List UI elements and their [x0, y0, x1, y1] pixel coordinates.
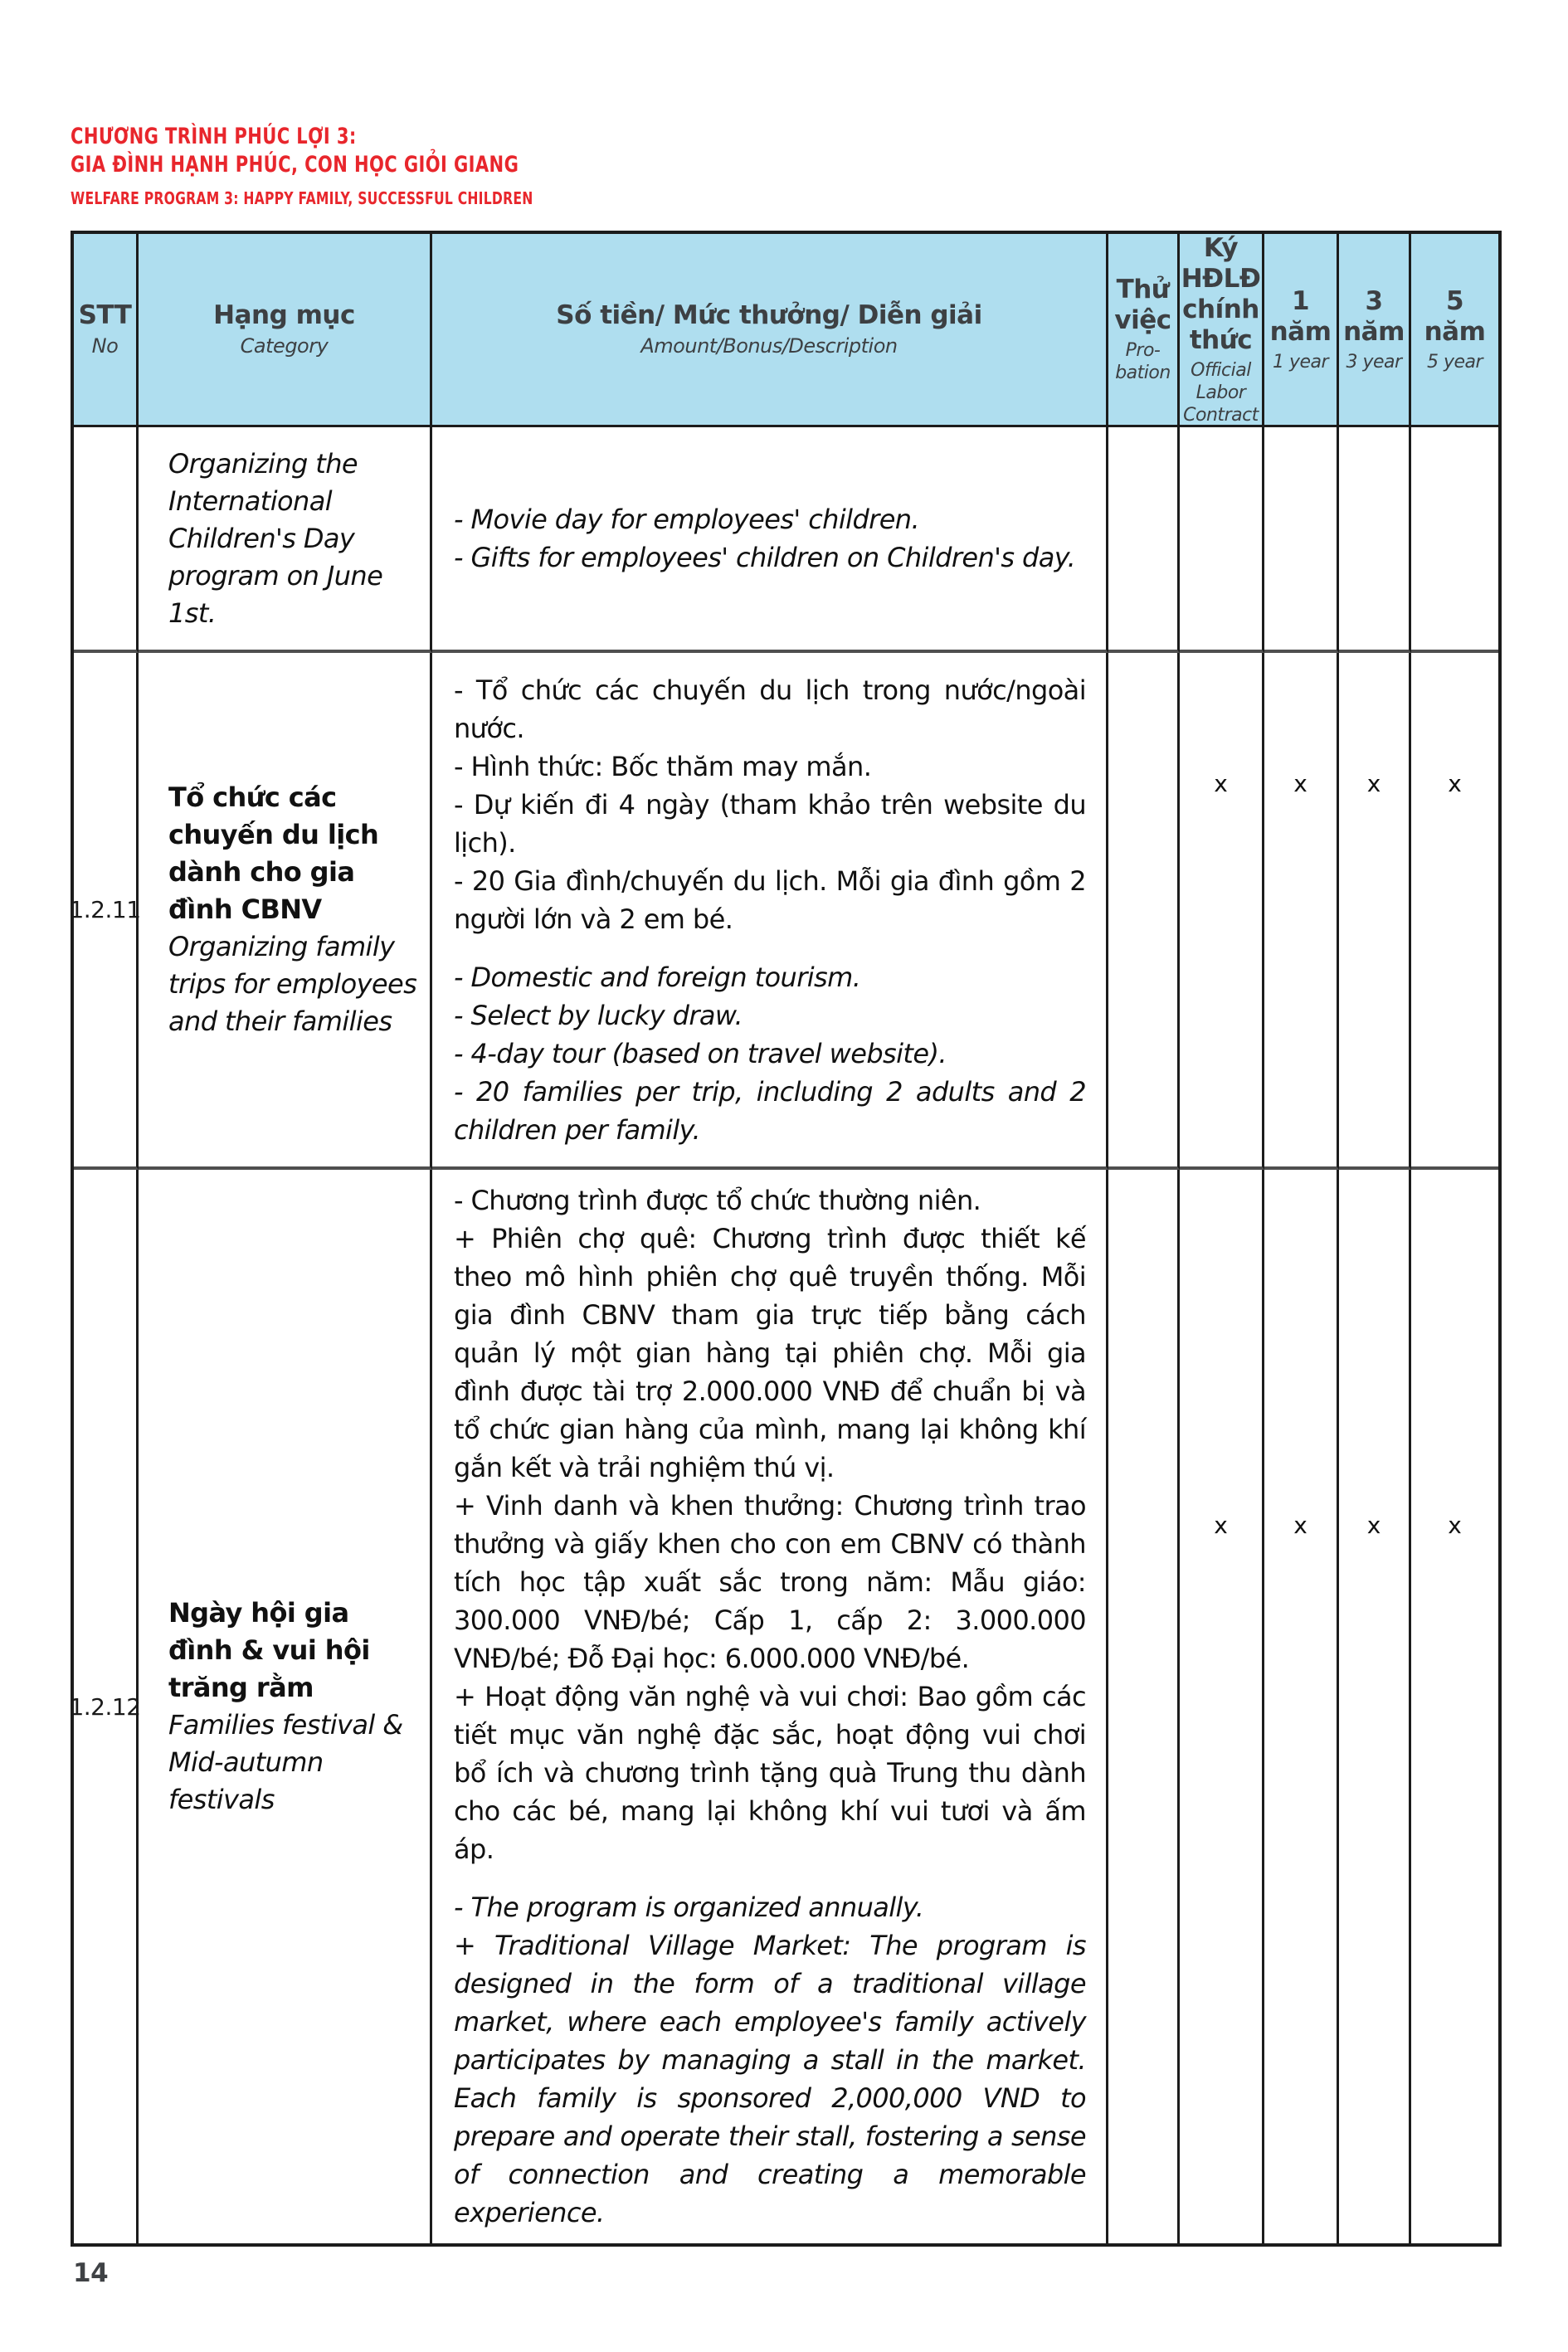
row3-1-year-mark: x [1293, 1512, 1307, 1539]
row3-desc-vi-3: + Vinh danh và khen thưởng: Chương trình trao thưởng và giấy khen cho con em CBNV có thành tích học tập xuất sắc trong năm: Mẫu giáo: 300.000 VNĐ/bé; Cấp 1, cấp 2: 3.000.000 VNĐ/bé; Đỗ Đại học: 6.000.000 VNĐ/bé. [454, 1490, 1086, 1674]
header-description-vi: Số tiền/ Mức thưởng/ Diễn giải [556, 300, 982, 330]
heading-line-2-text: GIA ĐÌNH HẠNH PHÚC, CON HỌC GIỎI GIANG [71, 152, 519, 178]
header-3-year-en: 3 year [1346, 351, 1402, 373]
row3-desc-vi-1: - Chương trình được tổ chức thường niên. [454, 1185, 981, 1216]
row2-mark-contract [1180, 653, 1264, 1170]
row2-desc-vi-2: - Hình thức: Bốc thăm may mắn. [454, 750, 872, 782]
row3-category-en: Families festival & Mid-autumn festivals [168, 1709, 403, 1815]
row3-mark-5-year [1411, 1170, 1498, 2243]
row2-mark-1-year [1264, 653, 1339, 1170]
row2-desc-en-4: - 20 families per trip, including 2 adults and 2 children per family. [454, 1075, 1086, 1146]
header-contract-en: Official Labor Contract [1183, 359, 1259, 426]
row3-category [139, 1170, 432, 2243]
row1-desc-en-1: - Movie day for employees' children. [454, 504, 920, 535]
header-1-year-vi: 1 năm [1269, 285, 1332, 347]
welfare-table [71, 231, 1502, 2247]
row2-description [432, 653, 1108, 1170]
row2-category-vi: Tổ chức các chuyến du lịch dành cho gia đình CBNV [168, 782, 379, 925]
row2-desc-vi-1: - Tổ chức các chuyến du lịch trong nước/ngoài nước. [454, 674, 1086, 744]
row2-desc-en-3: - 4-day tour (based on travel website). [454, 1037, 947, 1069]
header-contract-vi: Ký HĐLĐ chính thức [1181, 232, 1261, 355]
header-stt-en: No [91, 334, 119, 358]
row2-mark-3-year [1339, 653, 1411, 1170]
heading-subtitle-text: WELFARE PROGRAM 3: HAPPY FAMILY, SUCCESSFUL CHILDREN [71, 188, 533, 208]
header-probation [1108, 234, 1180, 427]
header-3-year-vi: 3 năm [1343, 285, 1405, 347]
row2-desc-vi-3: - Dự kiến đi 4 ngày (tham khảo trên website du lịch). [454, 788, 1086, 859]
header-1-year [1264, 234, 1339, 427]
header-contract [1180, 234, 1264, 427]
header-5-year-en: 5 year [1426, 351, 1483, 373]
header-3-year [1339, 234, 1411, 427]
row1-mark-probation [1108, 427, 1180, 653]
row3-desc-vi-2: + Phiên chợ quê: Chương trình được thiết kế theo mô hình phiên chợ quê truyền thống. Mỗi gia đình CBNV tham gia trực tiếp bằng cách quản lý một gian hàng tại phiên chợ. Mỗi gia đình được tài trợ 2.000.000 VNĐ để chuẩn bị và tổ chức gian hàng của mình, mang lại không khí gắn kết và trải nghiệm thú vị. [454, 1223, 1086, 1483]
row3-desc-en-2: + Traditional Village Market: The program is designed in the form of a traditional village market, where each employee's family actively participates by managing a stall in the market. Each family is sponsored 2,000,000 VND to prepare and operate their stall, fostering a sense of connection and creating a memorable experience. [454, 1930, 1086, 2228]
row1-mark-3-year [1339, 427, 1411, 653]
row2-category [139, 653, 432, 1170]
row3-contract-mark: x [1214, 1512, 1228, 1539]
header-description-en: Amount/Bonus/Description [640, 334, 898, 358]
row3-description [432, 1170, 1108, 2243]
header-5-year-vi: 5 năm [1424, 285, 1486, 347]
row2-stt: 1.2.11 [74, 653, 139, 1170]
header-probation-en: Pro-bation [1115, 340, 1171, 383]
row2-5-year-mark: x [1448, 770, 1462, 797]
row3-category-vi: Ngày hội gia đình & vui hội trăng rằm [168, 1597, 370, 1703]
header-description [432, 234, 1108, 427]
page-number: 14 [73, 2258, 109, 2288]
row3-5-year-mark: x [1448, 1512, 1462, 1539]
row1-stt [74, 427, 139, 653]
row2-mark-probation [1108, 653, 1180, 1170]
row3-mark-probation [1108, 1170, 1180, 2243]
row1-desc-en-2: - Gifts for employees' children on Children's day. [454, 542, 1076, 573]
row1-description [432, 427, 1108, 653]
header-category-vi: Hạng mục [213, 300, 355, 330]
row1-category [139, 427, 432, 653]
welfare-program-heading [71, 123, 664, 209]
row1-mark-1-year [1264, 427, 1339, 653]
row2-category-en: Organizing family trips for employees and their families [168, 931, 417, 1037]
row2-3-year-mark: x [1366, 770, 1381, 797]
heading-line-2 [71, 151, 664, 179]
row2-desc-en-1: - Domestic and foreign tourism. [454, 961, 861, 993]
row3-desc-en-1: - The program is organized annually. [454, 1892, 924, 1923]
heading-subtitle [71, 187, 664, 209]
row3-3-year-mark: x [1366, 1512, 1381, 1539]
header-category [139, 234, 432, 427]
header-stt-vi: STT [78, 300, 132, 330]
row2-desc-en-2: - Select by lucky draw. [454, 999, 743, 1031]
header-category-en: Category [240, 334, 329, 358]
header-stt [74, 234, 139, 427]
row2-desc-vi-4: - 20 Gia đình/chuyến du lịch. Mỗi gia đình gồm 2 người lớn và 2 em bé. [454, 864, 1086, 935]
row2-contract-mark: x [1214, 770, 1228, 797]
row1-category-en: Organizing the International Children's Day program on June 1st. [168, 447, 383, 629]
row2-mark-5-year [1411, 653, 1498, 1170]
row3-desc-vi-4: + Hoạt động văn nghệ và vui chơi: Bao gồm các tiết mục văn nghệ đặc sắc, hoạt động vui chơi bổ ích và chương trình tặng quà Trung thu dành cho các bé, mang lại không khí vui tươi và ấm áp. [454, 1681, 1086, 1865]
row3-mark-contract [1180, 1170, 1264, 2243]
row3-stt: 1.2.12 [74, 1170, 139, 2243]
row2-1-year-mark: x [1293, 770, 1307, 797]
row3-mark-3-year [1339, 1170, 1411, 2243]
row3-mark-1-year [1264, 1170, 1339, 2243]
row1-mark-5-year [1411, 427, 1498, 653]
header-5-year [1411, 234, 1498, 427]
heading-line-1 [71, 123, 664, 151]
heading-line-1-text: CHƯƠNG TRÌNH PHÚC LỢI 3: [71, 124, 357, 149]
header-1-year-en: 1 year [1272, 351, 1329, 373]
header-probation-vi: Thử việc [1114, 275, 1171, 335]
row1-mark-contract [1180, 427, 1264, 653]
